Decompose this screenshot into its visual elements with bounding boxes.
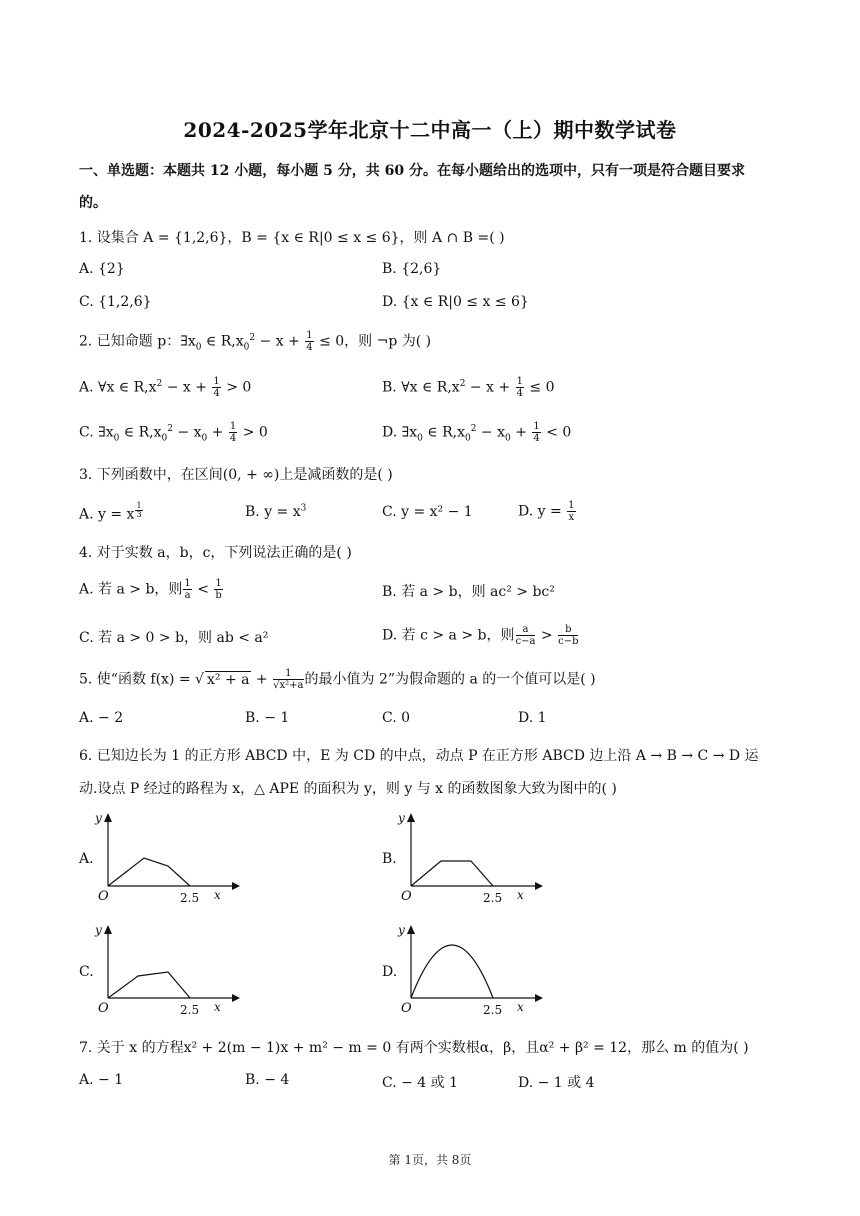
graph-d-y-axis-label: y (398, 923, 405, 937)
graph-c-y-axis-label: y (95, 923, 102, 937)
question-2-stem: 2. 已知命题 p：$\exists x_0$ ∈ $R,x_0^2 - x$ + $\frac{1}{4}$ ≤ 0，则 ¬p 为( ) (79, 330, 432, 353)
graph-a-label: A. (79, 851, 94, 867)
graph-c-label: C. (79, 964, 94, 980)
q3-option-a: A. y = x $^{\frac{1}{3}}$ (79, 501, 142, 523)
graph-d (395, 922, 545, 1022)
graph-c-origin-label: O (98, 1001, 109, 1016)
q5-option-c: C. 0 (382, 710, 411, 726)
graph-a-y-axis-label: y (95, 811, 102, 825)
q3-option-c: C. y = x² − 1 (382, 504, 473, 520)
q1-option-b: B. {2,6} (382, 261, 442, 277)
question-5-stem: 5. 使“函数 f(x) = √ x² + a + $\frac{1}{\text{√x²+a}}$ 的最小值为 2”为假命题的 a 的一个值可以是( ) (79, 668, 596, 691)
q4-option-d: D. 若 c > a > b，则 $\frac{a}{c-a}$ > $\frac{b}{c-b}$ (382, 624, 579, 647)
graph-c-x-axis-label: x (214, 1000, 221, 1014)
q2-option-d: D. $\exists x_0$ ∈ $R,x_0^2 - x_0$ + $\frac{1}{4}$ < 0 (382, 421, 572, 444)
graph-b-x-axis-label: x (517, 888, 524, 902)
q7-option-c: C. − 4 或 1 (382, 1075, 459, 1091)
graph-b (395, 810, 545, 910)
graph-d-label: D. (382, 964, 398, 980)
graph-c (92, 922, 242, 1022)
graph-a (92, 810, 242, 910)
q2-option-b: B. ∀x ∈ $R,x^2 - x$ + $\frac{1}{4}$ ≤ 0 (382, 376, 555, 399)
q3-option-d: D. y = $\frac{1}{x}$ (518, 500, 575, 523)
q1-option-c: C. {1,2,6} (79, 294, 152, 310)
q4-option-c: C. 若 a > 0 > b，则 ab < a² (79, 630, 269, 646)
q5-option-d: D. 1 (518, 710, 547, 726)
question-6-stem-cont: 动.设点 P 经过的路程为 x，△ APE 的面积为 y，则 y 与 x 的函数图象大致为图中的( ) (79, 781, 617, 797)
graph-a-tick-label: 2.5 (180, 891, 200, 905)
question-6-stem: 6. 已知边长为 1 的正方形 ABCD 中，E 为 CD 的中点，动点 P 在正方形 ABCD 边上沿 A → B → C → D 运 (79, 748, 759, 764)
q2-option-a: A. ∀x ∈ $R,x^2 - x$ + $\frac{1}{4}$ > 0 (79, 376, 252, 399)
q5-option-a: A. − 2 (79, 710, 124, 726)
graph-a-origin-label: O (98, 889, 109, 904)
question-3-stem: 3. 下列函数中，在区间(0, + ∞)上是减函数的是( ) (79, 467, 393, 483)
graph-b-origin-label: O (401, 889, 412, 904)
q4-option-a: A. 若 a > b，则 $\frac{1}{a}$ < $\frac{1}{b}$ (79, 578, 222, 601)
graph-d-origin-label: O (401, 1001, 412, 1016)
q7-option-b: B. − 4 (245, 1072, 290, 1088)
q5-option-b: B. − 1 (245, 710, 290, 726)
question-1-stem: 1. 设集合 A = {1,2,6}，B = {x ∈ R|0 ≤ x ≤ 6}，则 A ∩ B =( ) (79, 230, 505, 246)
graph-b-y-axis-label: y (398, 811, 405, 825)
q4-option-b: B. 若 a > b，则 ac² > bc² (382, 584, 555, 600)
page-footer: 第 1页，共 8页 (388, 1153, 472, 1167)
q7-option-a: A. − 1 (79, 1072, 124, 1088)
question-4-stem: 4. 对于实数 a，b，c，下列说法正确的是( ) (79, 545, 352, 561)
question-7-stem: 7. 关于 x 的方程x² + 2(m − 1)x + m² − m = 0 有两个实数根α，β，且α² + β² = 12，那么 m 的值为( ) (79, 1040, 749, 1056)
q3-option-b: B. $y = x^3$ (245, 503, 307, 520)
q1-option-d: D. {x ∈ R|0 ≤ x ≤ 6} (382, 294, 529, 310)
graph-d-x-axis-label: x (517, 1000, 524, 1014)
q2-option-c: C. $\exists x_0$ ∈ $R,x_0^2 - x_0$ + $\frac{1}{4}$ > 0 (79, 421, 268, 444)
graph-b-label: B. (382, 851, 397, 867)
graph-d-tick-label: 2.5 (483, 1003, 503, 1017)
q7-option-d: D. − 1 或 4 (518, 1075, 595, 1091)
graph-b-tick-label: 2.5 (483, 891, 503, 905)
section-heading: 一、单选题：本题共 12 小题，每小题 5 分，共 60 分。在每小题给出的选项中，只有一项是符合题目要求 (79, 163, 745, 179)
section-heading-cont: 的。 (79, 195, 107, 211)
graph-a-x-axis-label: x (214, 888, 221, 902)
q2-stem-suffix: ，则 ¬p 为( ) (344, 333, 432, 350)
q2-stem-prefix: 2. 已知命题 p：∃x (79, 333, 196, 350)
page-title: 2024-2025学年北京十二中高一（上）期中数学试卷 (183, 118, 677, 142)
graph-c-tick-label: 2.5 (180, 1003, 200, 1017)
q1-option-a: A. {2} (79, 261, 125, 277)
